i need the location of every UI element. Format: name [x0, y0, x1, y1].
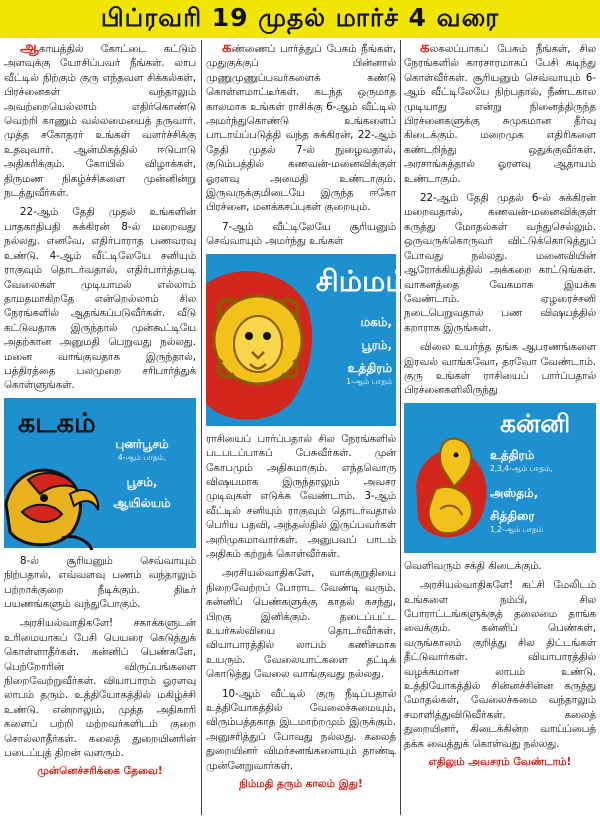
- kadagam-paragraph: 22-ஆம் தேதி முதல் உங்களின் பாதகாதிபதி சுக்கிரன் 8-ல் மறைவது நல்லது. எனவே, எதிர்பாராத பணவரவு உண்டு. 4-ஆம் வீட்டிலேயே சனியும் ராகுவும் தொடர்வதால், எதிர்பார்த்தபடி வேலைகள் முடியாமல் எல்லாம் தாமதமாகிறதே என்றெல்லாம் சில நேரங்களில் ஆதங்கப்படுவீர்கள். வீடு கட்டுவதாக இருந்தால் முன்கூட்டியே அதற்கான அனுமதி பெறுவது நல்லது. மனை வாங்குவதாக இருந்தால், பத்திரத்தை பலமுறை சரிபார்த்துக் கொள்ளுங்கள்.: [4, 206, 196, 392]
- kanni-intro: கலகலப்பாகப் பேசும் நீங்கள், சில நேரங்களில் காரசாரமாகப் பேசி கடிந்து கொள்வீர்கள். சூரியனும் செவ்வாயும் 6-ஆம் வீட்டிலேயே நிற்பதால், நீண்டகால முடியாது என்று நினைத்திருந்த பிரச்னைகளுக்கு சுமுகமான தீர்வு கிடைக்கும். மறைமுக எதிரிகளை கண்டறிந்து ஒதுக்குவீர்கள். அரசாங்கத்தால் ஓரளவு ஆதாயம் உண்டாகும்.: [404, 38, 596, 185]
- kanni-footer: எதிலும் அவசரம் வேண்டாம்!: [428, 756, 572, 769]
- date-range-banner: [0, 0, 600, 38]
- kadagam-footer: முன்னெச்சரிக்கை தேவை!: [37, 765, 163, 778]
- kanni-paragraph: அரசியல்வாதிகளே! கட்சி மேலிடம் உங்களை நம்பி, சில போராட்டங்களுக்குத் தலைமை தாங்க வைக்கும். கன்னிப் பெண்கள், வருங்காலம் குறித்து சில திட்டங்கள் தீட்டுவார்கள். வியாபாரத்தில் வழக்கமான லாபம் உண்டு. உத்தியோகத்தில் சின்னச்சின்ன கருத்து மோதல்கள், வேலைச்சுமை வந்தாலும் சமாளித்துவிடுவீர்கள். கலைத் துறையினர், கிடைக்கின்ற வாய்ப்பைத் தக்க வைத்துக் கொள்வது நல்லது.: [404, 579, 596, 750]
- nakshatra-list: மகம், பூரம், உத்திரம் 1-ஆம் பாதம்: [346, 314, 392, 386]
- column-divider: [400, 40, 401, 815]
- kanni-paragraph: விலை உயர்ந்த தங்க ஆபரணங்களை இரவல் வாங்கவோ, தரவோ வேண்டாம். குரு உங்கள் ராசியைப் பார்ப்பதால் பிரச்னைகளிலிருந்து: [404, 341, 596, 397]
- drop-letter: க: [222, 38, 232, 56]
- kadagam-paragraph: 8-ல் சூரியனும் செவ்வாயும் நிற்பதால், எவ்வளவு பணம் வந்தாலும் பற்றாக்குறை நீடிக்கும். திடீர் பயணங்களும் வந்துபோகும்.: [4, 554, 196, 610]
- kadagam-intro: ஆகாயத்தில் கோட்டை கட்டும் அளவுக்கு யோசிப்பவர் நீங்கள். லாப வீட்டில் நிற்கும் குரு எந்தவள சிக்கல்கள், பிரச்னைகள் வந்தாலும் அவற்றையெல்லாம் எதிர்கொண்டு வெற்றி காணும் வல்லமையைத் தருவார். முத்த சகோதரர் உங்கள் வளர்ச்சிக்கு உதவுவார். ஆன்மிகத்தில் ஈடுபாடு அதிகரிக்கும். கோயில் விழாக்கள், திருமண நிகழ்ச்சிகளை முன்னின்று நடத்துவீர்கள்.: [4, 38, 196, 200]
- kanni-paragraph: வெளிவரும் சக்தி கிடைக்கும்.: [404, 559, 542, 572]
- sign-name: கன்னி: [500, 408, 571, 438]
- maiden-illustration-icon: [410, 425, 494, 545]
- simmam-footer: நிம்மதி தரும் காலம் இது!: [239, 778, 363, 791]
- column-divider: [201, 40, 202, 815]
- kadagam-sign-box: [4, 398, 196, 548]
- simmam-sign-box: [206, 254, 409, 426]
- lion-illustration-icon: [206, 254, 316, 426]
- nakshatra-list: உத்திரம் 2,3,4-ஆம் பாதம், அஸ்தம், சித்திரை 1,2-ஆம் பாதம்: [490, 447, 553, 534]
- sign-name: கடகம்: [18, 407, 96, 439]
- kadagam-column: [4, 40, 196, 823]
- simmam-paragraph: ராசியைப் பார்ப்பதால் சில நேரங்களில் படபடப்பாகப் பேசுவீர்கள். முன் கோபமும் அதிகமாகும். எந்தவொரு விஷயமாக இருந்தாலும் அவசர முடிவுகள் எடுக்க வேண்டாம். 3-ஆம் வீட்டில் சனியும் ராகுவும் தொடர்வதால் பெரிய பதவி, அந்தஸ்தில் இருப்பவர்கள் அறிமுகமாவார்கள். அனுபவப் பாடம் அதிகம் கற்றுக் கொள்வீர்கள்.: [206, 432, 396, 560]
- simmam-column: [206, 38, 409, 823]
- kanni-paragraph: 22-ஆம் தேதி முதல் 6-ல் சுக்கிரன் மறைவதால், கணவன்-மனைவிக்குள் கருத்து மோதல்கள் வந்துசெல்லும். ஒருவருக்கொருவர் விட்டுக்கொடுத்துப் போவது நல்லது. மனைவியின் ஆரோக்கியத்தில் அக்கறை காட்டுங்கள். வாகனத்தை வேகமாக இயக்க வேண்டாம். ஏழரைச்சனி நடைபெறுவதால் பண விஷயத்தில் கறாராக இருங்கள்.: [404, 192, 596, 334]
- drop-letter: க: [420, 38, 430, 56]
- crab-illustration-icon: [2, 454, 110, 550]
- simmam-paragraph: 7-ஆம் வீட்டிலேயே சூரியனும் செவ்வாயும் அமர்ந்து உங்கள்: [206, 220, 396, 248]
- simmam-paragraph: அரசியல்வாதிகளே, வாக்குறுதியை நிறைவேற்றப் போராட வேண்டி வரும். கன்னிப் பெண்களுக்கு காதல் கசந்து, பிறகு இனிக்கும். தடைப்பட்ட உயர்கல்வியை தொடர்வீர்கள். வியாபாரத்தில் லாபம் கணிசமாக உயரும். வேலையாட்களை தட்டிக் கொடுத்து வேலை வாங்குவது நல்லது.: [206, 567, 396, 681]
- drop-letter: ஆ: [20, 38, 39, 56]
- kanni-column: [404, 40, 596, 823]
- nakshatra-list: புனர்பூசம் 4-ஆம் பாதம், பூசம், ஆயில்யம்: [113, 436, 171, 510]
- simmam-intro: கண்ணைப் பார்த்துப் பேசும் நீங்கள், முதுகுக்குப் பின்னால் முணுமுணுப்பவர்களைக் கண்டு கொள்ளமாட்டீர்கள். கடந்த ஒருமாத காலமாக உங்கள் ராசிக்கு 6-ஆம் வீட்டில் அமர்ந்துகொண்டு உங்களைப் பாடாய்ப்படுத்தி வந்த சுக்கிரன், 22-ஆம் தேதி முதல் 7-ல் நுழைவதால், குடும்பத்தில் கணவன்-மனைவிக்குள் ஓரளவு அமைதி உண்டாகும். இருவருக்குமிடையே இருந்த ஈகோ பிரச்னை, மனக்கசப்புகள் குறையும்.: [206, 38, 396, 214]
- banner-title: பிப்ரவரி 19 முதல் மார்ச் 4 வரை: [100, 2, 500, 32]
- kanni-sign-box: [404, 403, 596, 553]
- sign-name: சிம்மம்: [316, 263, 409, 298]
- simmam-paragraph: 10-ஆம் வீட்டில் குரு நீடிப்பதால் உத்தியோகத்தில் வேலைச்சுமையும், விரும்பத்தகாத இடமாற்றமும் இருக்கும். அனுசரித்துப் போவது நல்லது. கலைத் துறையினர் விமர்சனங்களையும் தாண்டி முன்னேறுவார்கள்.: [206, 687, 396, 772]
- kadagam-paragraph: அரசியல்வாதிகளே! சகாக்களுடன் உரிமையாகப் பேசி பெயரை கெடுத்துக் கொள்ளாதீர்கள். கன்னிப் பெண்களே, பெற்றோரின் விருப்பங்களை நிறைவேற்றுவீர்கள். வியாபாரம் ஓரளவு லாபம் தரும். உத்தியோகத்தில் மகிழ்ச்சி உண்டு. என்றாலும், முத்த அதிகாரி களைப் பற்றி மற்றவர்களிடம் குறை சொல்லாதீர்கள். கலைத் துறையினரின் படைப்புத் திறன் வளரும்.: [4, 617, 196, 760]
